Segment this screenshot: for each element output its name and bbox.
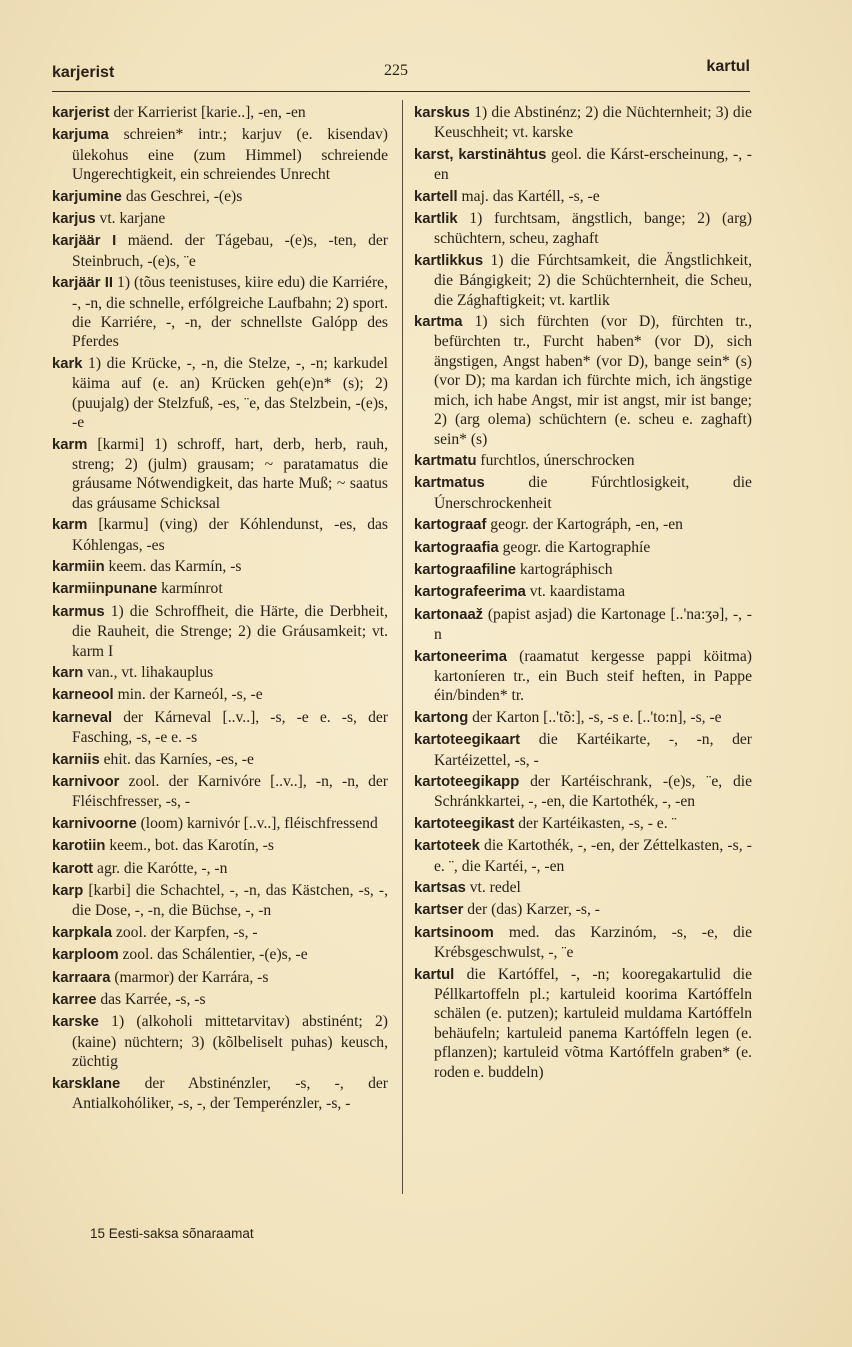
entry-headword: karjus xyxy=(52,211,96,228)
dictionary-entry xyxy=(414,878,752,898)
entry-definition: med. das Karzinóm, -s, -e, die Krébsgeschwulst, -, ¨e xyxy=(434,923,753,962)
dictionary-entry xyxy=(52,663,388,683)
entry-headword: karmiin xyxy=(52,558,105,575)
entry-headword: kartma xyxy=(414,314,463,331)
entry-headword: karniis xyxy=(52,751,100,768)
entry-definition: 1) furchtsam, ängstlich, bange; 2) (arg) schüchtern, scheu, zaghaft xyxy=(434,210,752,248)
entry-definition: 1) die Schroffheit, die Härte, die Derbheit, die Rauheit, die Strenge; 2) die Gráusamkeit; vt. karm I xyxy=(72,602,389,660)
dictionary-entry xyxy=(52,125,388,184)
entry-headword: karm xyxy=(52,517,88,534)
entry-headword: karn xyxy=(52,664,84,681)
entry-headword: kartograaf xyxy=(414,517,487,534)
dictionary-entry xyxy=(52,923,388,943)
dictionary-entry xyxy=(414,965,752,1082)
page-footer: 15 Eesti-saksa sõnaraamat xyxy=(90,1226,254,1241)
entry-definition: geogr. die Kartographíe xyxy=(502,538,651,556)
entry-headword: kartoneerima xyxy=(414,648,507,665)
dictionary-entry xyxy=(52,836,388,856)
dictionary-entry xyxy=(52,273,388,352)
entry-definition: (marmor) der Karrára, -s xyxy=(114,968,269,986)
dictionary-entry xyxy=(414,900,752,920)
dictionary-entry xyxy=(52,579,388,599)
entry-headword: kartograafia xyxy=(414,539,499,556)
header-right-guide-word: kartul xyxy=(706,58,750,75)
entry-headword: kark xyxy=(52,355,83,372)
entry-definition: geol. die Kárst-erscheinung, -, -en xyxy=(434,145,752,184)
entry-definition: der Kartéikasten, -s, - e. ¨ xyxy=(518,814,677,832)
entry-headword: karneval xyxy=(52,709,113,726)
entry-headword: karmus xyxy=(52,603,105,620)
entry-headword: karjäär II xyxy=(52,275,114,292)
dictionary-entry xyxy=(414,515,752,535)
dictionary-entry xyxy=(414,605,752,645)
dictionary-entry xyxy=(414,473,752,513)
entry-headword: karske xyxy=(52,1014,99,1031)
dictionary-entry xyxy=(414,251,752,310)
dictionary-entry xyxy=(414,145,752,185)
right-column xyxy=(414,103,752,1084)
dictionary-entry xyxy=(52,685,388,705)
entry-definition: (papist asjad) die Kartonage [..'na:ʒə], -, -n xyxy=(434,605,753,644)
entry-headword: kartoteegikapp xyxy=(414,774,520,790)
entry-definition: die Kartéikarte, -, -n, der Kartéizettel, -s, - xyxy=(434,731,752,769)
entry-definition: der Abstinénzler, -s, -, der Antialkohóliker, -s, -, der Temperénzler, -s, - xyxy=(72,1074,388,1113)
dictionary-entry xyxy=(52,209,388,229)
entry-headword: karpkala xyxy=(52,924,113,941)
entry-headword: kartell xyxy=(414,188,458,205)
entry-headword: kartul xyxy=(414,966,455,983)
entry-definition: keem. das Karmín, -s xyxy=(108,557,242,575)
entry-headword: karp xyxy=(52,883,84,900)
dictionary-entry xyxy=(52,515,388,555)
entry-definition: vt. kaardistama xyxy=(529,583,626,601)
entry-headword: kartsas xyxy=(414,880,466,897)
dictionary-entry xyxy=(414,103,752,143)
entry-headword: karjuma xyxy=(52,127,109,144)
entry-definition: zool. der Karpfen, -s, - xyxy=(115,923,258,941)
entry-definition: zool. der Karnivóre [..v..], -n, -n, der Fléischfresser, -s, - xyxy=(72,773,389,811)
dictionary-entry xyxy=(52,231,388,271)
entry-headword: kartlikkus xyxy=(414,252,484,269)
entry-definition: karmínrot xyxy=(161,580,223,598)
entry-definition: agr. die Karótte, -, -n xyxy=(97,859,228,877)
entry-definition: keem., bot. das Karotín, -s xyxy=(109,837,274,855)
dictionary-entry xyxy=(414,451,752,471)
entry-headword: karskus xyxy=(414,105,470,121)
entry-definition: 1) (tõus teenistuses, kiire edu) die Karriére, -, -n, die schnelle, erfólgreiche Laufbahn; 2) sport. die Karriére, -, -n, der schnellste Galópp des Pferdes xyxy=(72,274,388,351)
entry-headword: karnivoor xyxy=(52,774,120,790)
dictionary-entry xyxy=(52,945,388,965)
entry-definition: 1) die Krücke, -, -n, die Stelze, -, -n; karkudel käima auf (e. an) Krücken geh(e)n* (s); 2) (puujalg) der Stelzfuß, -es, ¨e, das Stelzbein, -(e)s, -e xyxy=(72,354,388,432)
entry-headword: karjäär I xyxy=(52,233,117,250)
entry-definition: der Karton [..'tõ:], -s, -s e. [..'to:n], -s, -e xyxy=(472,708,722,726)
entry-headword: kartoteegikast xyxy=(414,815,515,832)
dictionary-entry xyxy=(52,750,388,770)
entry-definition: (loom) karnivór [..v..], fléischfressend xyxy=(140,814,378,832)
entry-headword: karnivoorne xyxy=(52,815,137,832)
dictionary-entry xyxy=(414,730,752,770)
dictionary-entry xyxy=(414,814,752,834)
entry-definition: furchtlos, únerschrocken xyxy=(480,451,635,469)
entry-headword: kartmatu xyxy=(414,452,477,469)
entry-definition: das Geschrei, -(e)s xyxy=(125,187,243,205)
entry-headword: karst, karstinähtus xyxy=(414,146,547,163)
left-column xyxy=(52,103,388,1116)
entry-definition: min. der Karneól, -s, -e xyxy=(117,686,263,704)
entry-definition: schreien* intr.; karjuv (e. kisendav) ülekohus eine (zum Himmel) schreiende Ungerechtigkeit, ein schreiendes Unrecht xyxy=(72,126,388,184)
entry-headword: karploom xyxy=(52,947,119,964)
entry-headword: kartlik xyxy=(414,211,458,228)
dictionary-entry xyxy=(414,312,752,449)
dictionary-entry xyxy=(52,708,388,748)
dictionary-entry xyxy=(414,708,752,728)
page-header xyxy=(52,58,750,88)
entry-definition: 1) die Fúrchtsamkeit, die Ängstlichkeit, die Bángigkeit; 2) die Schüchternheit, die Scheu, die Zághaftigkeit; vt. kartlik xyxy=(434,251,752,309)
entry-headword: kartoteegikaart xyxy=(414,732,521,749)
entry-headword: karjumine xyxy=(52,188,122,205)
entry-definition: die Fúrchtlosigkeit, die Únerschrockenheit xyxy=(434,474,752,512)
header-rule xyxy=(52,91,750,92)
entry-definition: [karbi] die Schachtel, -, -n, das Kästchen, -s, -, die Dose, -, -n, die Büchse, -, -n xyxy=(72,882,388,920)
entry-headword: karsklane xyxy=(52,1075,121,1092)
entry-definition: kartográphisch xyxy=(519,560,613,578)
entry-definition: 1) die Abstinénz; 2) die Nüchternheit; 3) die Keuschheit; vt. karske xyxy=(434,104,752,142)
entry-definition: 1) sich fürchten (vor D), fürchten tr., befürchten tr., Furcht haben* (vor D), sich ängstigen, Angst haben* (vor D), bange sein* (s) (vor D); ma kardan ich fürchte mich, ich ängstige mich, ich habe Angst, mir ist angst, mir ist bange; 2) (arg olema) schüchtern (e. scheu e. zaghaft) sein* (s) xyxy=(434,313,752,448)
dictionary-entry xyxy=(414,582,752,602)
entry-headword: karmiinpunane xyxy=(52,581,158,598)
entry-definition: vt. redel xyxy=(469,879,521,897)
dictionary-entry xyxy=(414,836,752,876)
column-divider xyxy=(402,100,403,1194)
entry-headword: kartong xyxy=(414,709,469,726)
dictionary-entry xyxy=(52,435,388,514)
entry-definition: 1) (alkoholi mittetarvitav) abstinént; 2) (kaine) nüchtern; 3) (kõlbeliselt puhas) keusch, züchtig xyxy=(72,1013,388,1071)
entry-headword: karotiin xyxy=(52,838,106,855)
dictionary-entry xyxy=(414,923,752,963)
entry-definition: das Karrée, -s, -s xyxy=(100,991,206,1009)
entry-definition: der (das) Karzer, -s, - xyxy=(467,901,600,919)
page-number: 225 xyxy=(384,62,408,79)
entry-definition: [karmi] 1) schroff, hart, derb, herb, rauh, streng; 2) (julm) grausam; ~ paratamatus die gráusame Nótwendigkeit, das harte Muß; ~ saatus das gráusame Schicksal xyxy=(72,435,388,512)
entry-headword: karneool xyxy=(52,687,114,704)
dictionary-entry xyxy=(414,538,752,558)
dictionary-entry xyxy=(414,647,752,706)
entry-definition: die Kartóffel, -, -n; kooregakartulid die Péllkartoffeln pl.; kartuleid koorima Kartóffeln schälen (e. putzen); kartuleid muldama Kartóffeln behäufeln; kartuleid panema Kartóffeln legen (e. pflanzen); kartuleid võtma Kartóffeln graben* (e. roden e. buddeln) xyxy=(434,965,752,1081)
entry-headword: karott xyxy=(52,860,94,877)
dictionary-entry xyxy=(52,881,388,921)
entry-definition: (raamatut kergesse pappi köitma) kartoníeren tr., ein Buch steif heften, in Pappe éin/binden* tr. xyxy=(434,647,752,705)
entry-definition: geogr. der Kartográph, -en, -en xyxy=(490,516,683,534)
entry-headword: kartsinoom xyxy=(414,924,494,941)
dictionary-entry xyxy=(52,990,388,1010)
entry-definition: der Karrierist [karie..], -en, -en xyxy=(113,104,306,121)
dictionary-entry xyxy=(52,103,388,123)
dictionary-entry xyxy=(52,1012,388,1071)
dictionary-entry xyxy=(52,354,388,433)
dictionary-entry xyxy=(52,772,388,812)
entry-headword: kartser xyxy=(414,902,464,919)
entry-headword: kartografeerima xyxy=(414,584,526,601)
dictionary-entry xyxy=(52,187,388,207)
entry-headword: kartonaaž xyxy=(414,606,484,623)
entry-headword: karm xyxy=(52,436,88,453)
entry-headword: kartograafiline xyxy=(414,561,516,578)
entry-headword: karraara xyxy=(52,969,111,986)
entry-headword: kartoteek xyxy=(414,838,480,855)
dictionary-entry xyxy=(414,772,752,812)
entry-definition: maj. das Kartéll, -s, -e xyxy=(461,187,600,205)
dictionary-entry xyxy=(52,968,388,988)
dictionary-entry xyxy=(52,1074,388,1114)
entry-definition: die Kartothék, -, -en, der Zéttelkasten, -s, - e. ¨, die Kartéi, -, -en xyxy=(434,837,752,875)
dictionary-entry xyxy=(414,187,752,207)
dictionary-entry xyxy=(52,814,388,834)
header-left-guide-word: karjerist xyxy=(52,64,115,81)
dictionary-entry xyxy=(52,859,388,879)
entry-headword: karree xyxy=(52,992,97,1009)
entry-definition: [karmu] (ving) der Kóhlendunst, -es, das Kóhlengas, -es xyxy=(72,516,388,554)
entry-definition: vt. karjane xyxy=(99,210,166,228)
dictionary-entry xyxy=(52,602,388,661)
dictionary-entry xyxy=(414,560,752,580)
dictionary-entry xyxy=(52,557,388,577)
entry-definition: der Kartéischrank, -(e)s, ¨e, die Schránkkartei, -, -en, die Kartothék, -, -en xyxy=(434,773,753,811)
entry-definition: der Kárneval [..v..], -s, -e e. -s, der Fasching, -s, -e e. -s xyxy=(72,708,389,747)
entry-definition: zool. das Schálentier, -(e)s, -e xyxy=(122,946,308,964)
dictionary-entry xyxy=(414,209,752,249)
entry-definition: mäend. der Tágebau, -(e)s, -ten, der Steinbruch, -(e)s, ¨e xyxy=(72,232,388,270)
entry-definition: van., vt. lihakauplus xyxy=(87,663,214,681)
entry-definition: ehit. das Karníes, -es, -e xyxy=(103,750,254,768)
entry-headword: kartmatus xyxy=(414,475,485,492)
entry-headword: karjerist xyxy=(52,105,110,121)
